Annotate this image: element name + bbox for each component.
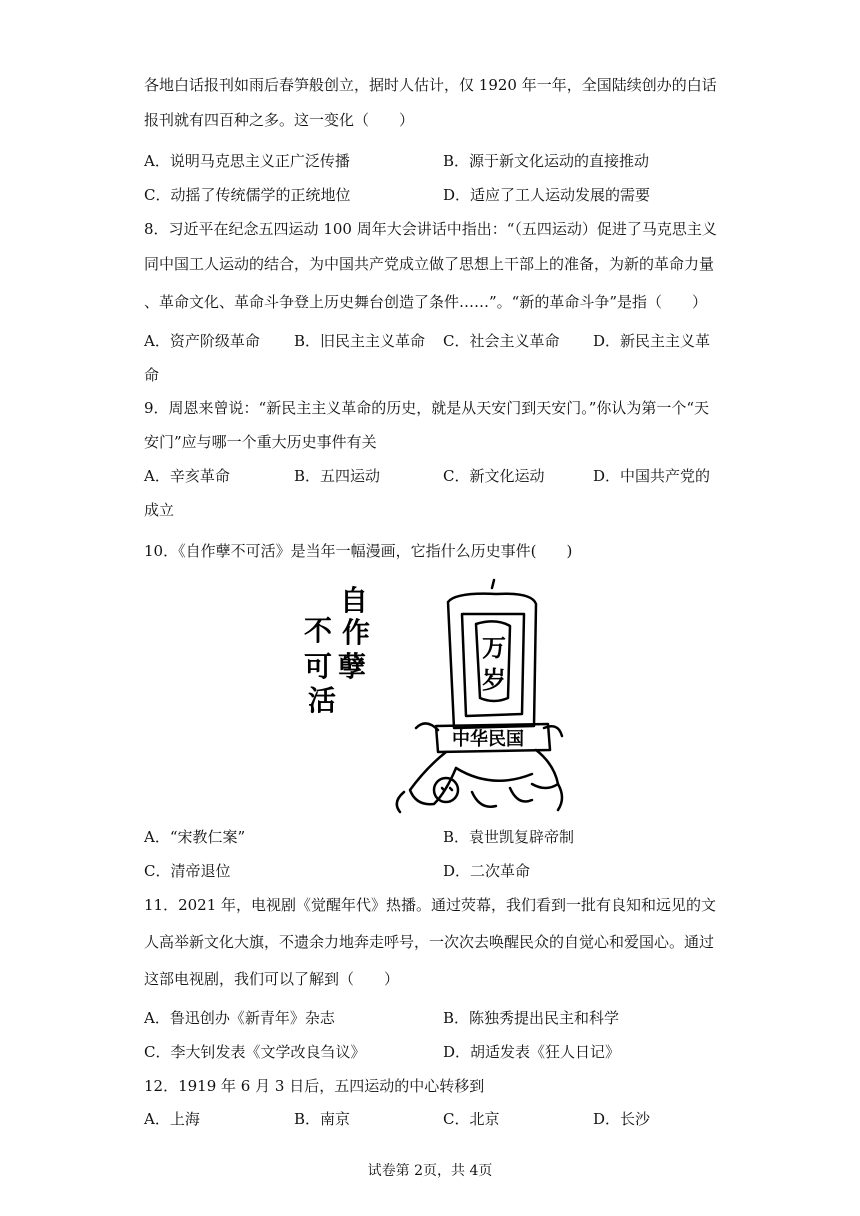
q12-stem: 12．1919 年 6 月 3 日后，五四运动的中心转移到 xyxy=(144,1077,485,1095)
tablet-char: 万 xyxy=(482,633,506,662)
q10-option-b: B．袁世凯复辟帝制 xyxy=(443,828,575,846)
page-footer: 试卷第 2页，共 4页 xyxy=(367,1163,493,1179)
cartoon-side-char: 可 xyxy=(304,650,333,683)
q7-option-a: A．说明马克思主义正广泛传播 xyxy=(144,152,350,170)
q7-option-d: D．适应了工人运动发展的需要 xyxy=(443,186,651,204)
q9-option-c: C．新文化运动 xyxy=(443,467,545,485)
q10-option-a: A．“宋教仁案” xyxy=(144,828,246,846)
q8-option-b: B．旧民主主义革命 xyxy=(294,332,426,350)
q10-option-d: D．二次革命 xyxy=(443,862,531,880)
cartoon-side-char: 自 xyxy=(340,584,369,617)
q9-stem-line1: 9．周恩来曾说：“新民主主义革命的历史，就是从天安门到天安门。”你认为第一个“天 xyxy=(144,399,710,417)
q10-option-c: C．清帝退位 xyxy=(144,862,231,880)
q8-stem-line3: 、革命文化、革命斗争登上历史舞台创造了条件……”。“新的革命斗争”是指（ ） xyxy=(144,293,708,311)
q11-stem-line2: 人高举新文化大旗，不遗余力地奔走呼号，一次次去唤醒民众的自觉心和爱国心。通过 xyxy=(144,933,715,951)
q12-option-b: B．南京 xyxy=(294,1110,351,1128)
q7-option-b: B．源于新文化运动的直接推动 xyxy=(443,152,650,170)
cartoon-illustration xyxy=(296,578,568,818)
q9-option-b: B．五四运动 xyxy=(294,467,381,485)
q7-stem-line1: 各地白话报刊如雨后春笋般创立，据时人估计，仅 1920 年一年，全国陆续创办的白话 xyxy=(144,76,717,94)
q12-option-a: A．上海 xyxy=(144,1110,200,1128)
q10-stem: 10．《自作孽不可活》是当年一幅漫画，它指什么历史事件( ) xyxy=(144,542,573,560)
q8-option-d-wrap: 命 xyxy=(144,366,160,384)
q11-option-b: B．陈独秀提出民主和科学 xyxy=(443,1009,620,1027)
q8-option-d: D．新民主主义革 xyxy=(593,332,711,350)
q8-option-a: A．资产阶级革命 xyxy=(144,332,260,350)
q12-option-d: D．长沙 xyxy=(593,1110,651,1128)
q9-option-d-wrap: 成立 xyxy=(144,501,175,519)
tablet-char: 岁 xyxy=(482,665,506,694)
q9-stem-line2: 安门”应与哪一个重大历史事件有关 xyxy=(144,433,377,451)
cartoon-side-char: 作 xyxy=(342,616,371,649)
cartoon-side-char: 孽 xyxy=(338,650,367,683)
q11-option-c: C．李大钊发表《文学改良刍议》 xyxy=(144,1043,366,1061)
q8-stem-line2: 同中国工人运动的结合，为中国共产党成立做了思想上干部上的准备，为新的革命力量 xyxy=(144,255,715,273)
q11-option-a: A．鲁迅创办《新青年》杂志 xyxy=(144,1009,335,1027)
cartoon-side-char: 不 xyxy=(304,614,333,647)
q11-stem-line3: 这部电视剧，我们可以了解到（ ） xyxy=(144,970,400,988)
q8-option-c: C．社会主义革命 xyxy=(443,332,560,350)
cartoon-side-char: 活 xyxy=(308,684,337,717)
q12-option-c: C．北京 xyxy=(443,1110,500,1128)
q7-option-c: C．动摇了传统儒学的正统地位 xyxy=(144,186,351,204)
q9-option-d: D．中国共产党的 xyxy=(593,467,711,485)
q9-option-a: A．辛亥革命 xyxy=(144,467,230,485)
q11-stem-line1: 11．2021 年，电视剧《觉醒年代》热播。通过荧幕，我们看到一批有良知和远见的文 xyxy=(144,896,717,914)
q8-stem-line1: 8．习近平在纪念五四运动 100 周年大会讲话中指出：“（五四运动）促进了马克思主义 xyxy=(144,220,717,238)
q7-stem-line2: 报刊就有四百种之多。这一变化（ ） xyxy=(144,111,415,129)
band-text: 中华民国 xyxy=(452,729,524,750)
q11-option-d: D．胡适发表《狂人日记》 xyxy=(443,1043,621,1061)
